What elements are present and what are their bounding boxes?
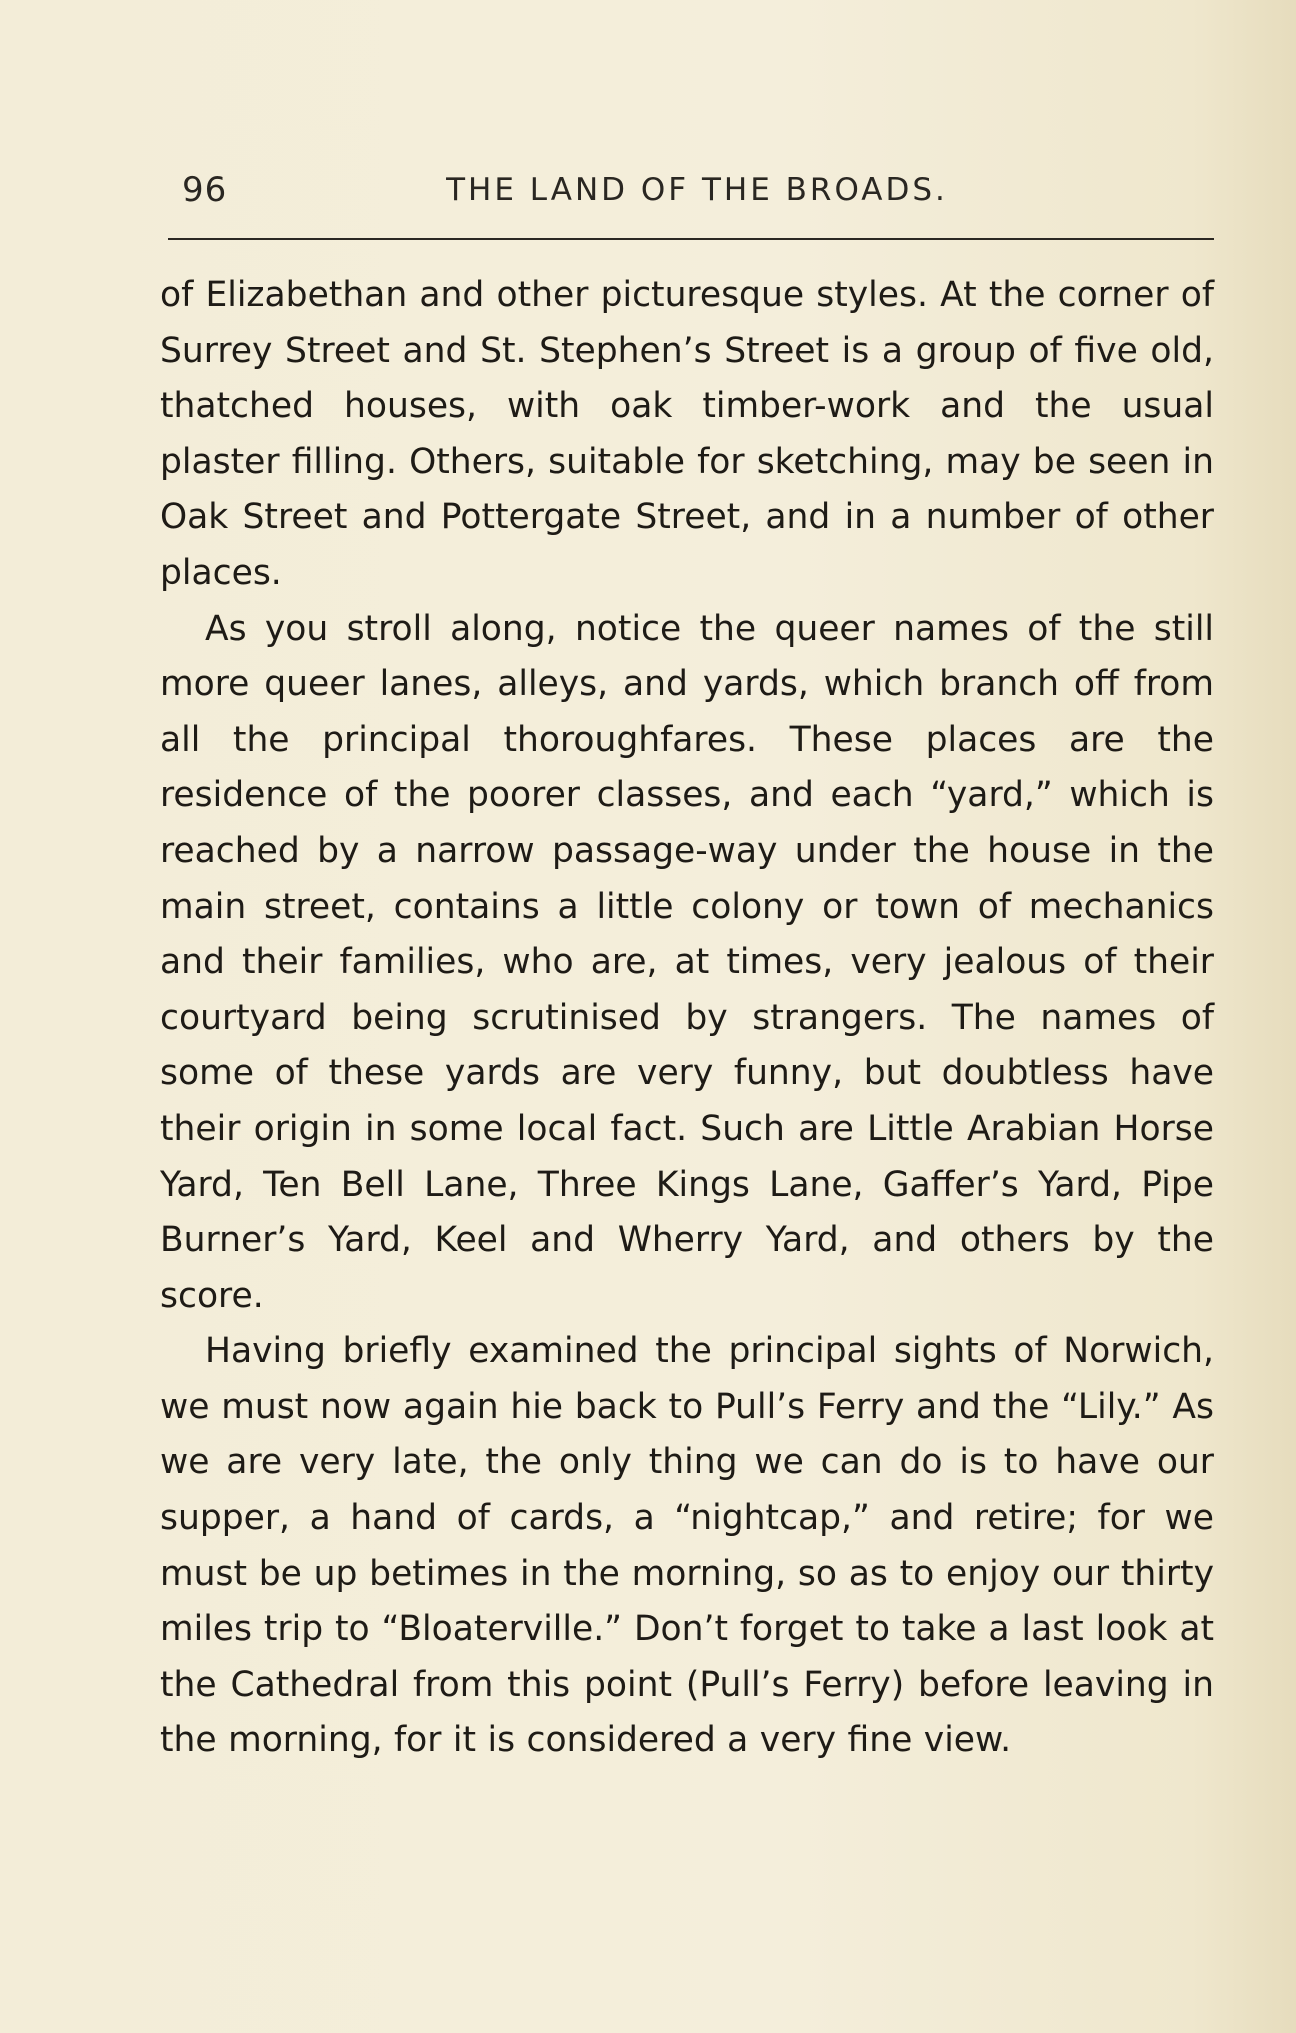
page-number: 96 (182, 170, 228, 210)
paragraph-3: Having briefly examined the principal sights of Norwich, we must now again hie back to Pull’s Ferry and the “Lily.” As we are very late, the only thing we can do is to have our supper, a hand of cards, a “nightcap,” and retire; for we must be up betimes in the morning, so as to enjoy our thirty miles trip to “Bloaterville.” Don’t forget to take a last look at the Cathedral from this point (Pull’s Ferry) before leaving in the morning, for it is considered a very fine view. (160, 1331, 1214, 1761)
paragraph-1: of Elizabethan and other picturesque styles. At the corner of Surrey Street and St. Stephen’s Street is a group of five old, thatched houses, with oak timber-work and the usual plaster filling. Others, suitable for sketching, may be seen in Oak Street and Pottergate Street, and in a number of other places. (160, 275, 1214, 593)
running-title: THE LAND OF THE BROADS. (446, 172, 948, 208)
running-head (182, 170, 1212, 218)
paragraph-2: As you stroll along, notice the queer names of the still more queer lanes, alleys, and yards, which branch off from all the principal thoroughfares. These places are the residence of the poorer classes, and each “yard,” which is reached by a narrow passage-way under the house in the main street, contains a little colony or town of mechanics and their families, who are, at times, very jealous of their courtyard being scrutinised by strangers. The names of some of these yards are very funny, but doubtless have their origin in some local fact. Such are Little Arabian Horse Yard, Ten Bell Lane, Three Kings Lane, Gaffer’s Yard, Pipe Burner’s Yard, Keel and Wherry Yard, and others by the score. (160, 608, 1214, 1316)
header-rule (168, 238, 1214, 240)
body-text (160, 268, 1214, 1769)
